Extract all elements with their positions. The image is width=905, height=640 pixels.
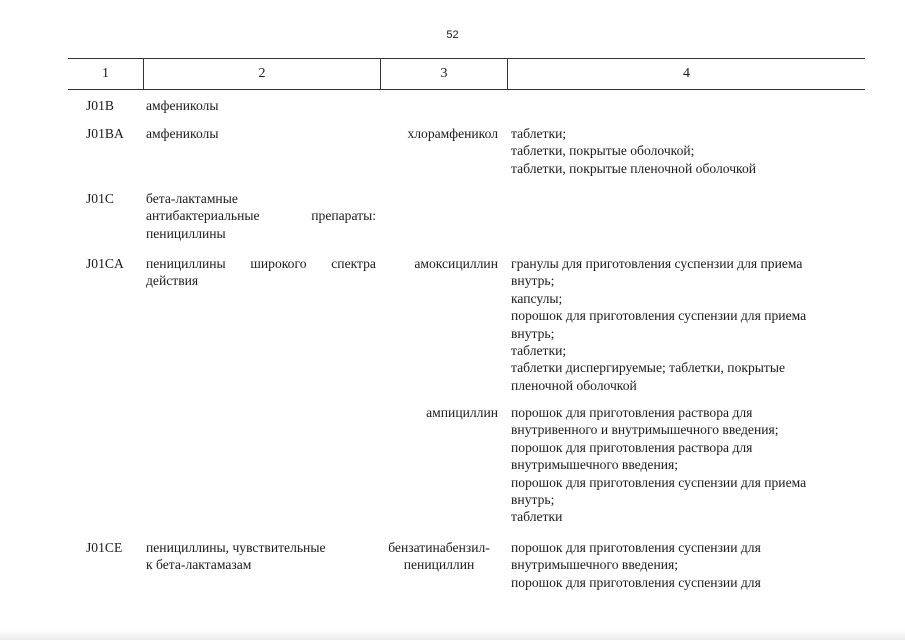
dosage-form-line: внутримышечного введения; [511, 557, 679, 573]
dosage-form-line: внутримышечного введения; [511, 457, 679, 473]
dosage-form-line: порошок для приготовления суспензии для [511, 574, 761, 590]
dosage-forms [511, 404, 861, 526]
description-word: спектра [331, 256, 376, 271]
description-word: препараты: [311, 208, 376, 224]
group-description [146, 190, 376, 242]
group-description [146, 97, 376, 114]
drug-name [380, 404, 498, 421]
scan-shadow [0, 630, 905, 640]
column-header-4: 4 [683, 66, 690, 81]
drug-name-line: пенициллин [403, 557, 475, 573]
description-line: амфениколы [146, 98, 219, 113]
group-description [146, 255, 376, 290]
description-line: бета-лактамные [146, 191, 238, 206]
dosage-form-line: внутрь; [511, 273, 555, 289]
atc-code: J01CE [86, 540, 123, 555]
dosage-form-line: порошок для приготовления раствора для [511, 439, 753, 455]
description-line: пенициллины [146, 225, 226, 241]
dosage-form-line: таблетки [511, 509, 563, 525]
column-header-1: 1 [102, 66, 109, 81]
drug-name [380, 125, 498, 142]
drug-name [380, 539, 498, 574]
description-line: действия [146, 273, 199, 289]
description-line: амфениколы [146, 126, 219, 141]
group-description [146, 125, 376, 142]
dosage-form-line: капсулы; [511, 290, 563, 306]
dosage-form-line: таблетки диспергируемые; таблетки, покрытые [511, 360, 786, 376]
dosage-form-line: внутрь; [511, 325, 555, 341]
dosage-form-line: порошок для приготовления суспензии для приема [511, 474, 807, 490]
group-description [146, 539, 376, 574]
table-header-row [68, 58, 865, 90]
description-line [146, 255, 376, 272]
atc-code: J01C [86, 191, 114, 206]
dosage-form-line: гранулы для приготовления суспензии для приема [511, 256, 803, 271]
column-header-3: 3 [440, 66, 448, 81]
column-header-2: 2 [258, 66, 266, 81]
dosage-forms [511, 539, 861, 591]
dosage-form-line: порошок для приготовления раствора для [511, 405, 753, 420]
atc-code: J01B [86, 98, 114, 113]
description-line [146, 207, 376, 224]
dosage-forms [511, 255, 861, 394]
description-word: широкого [250, 256, 307, 271]
dosage-form-line: таблетки, покрытые оболочкой; [511, 143, 695, 159]
description-word: пенициллины [146, 256, 226, 271]
atc-code: J01BA [86, 126, 124, 141]
description-line: к бета-лактамазам [146, 557, 252, 573]
dosage-form-line: порошок для приготовления суспензии для приема [511, 308, 807, 324]
drug-name-line: бензатинабензил- [388, 540, 490, 555]
drug-name-line: амоксициллин [414, 256, 498, 271]
dosage-forms [511, 125, 861, 177]
dosage-form-line: таблетки; [511, 126, 567, 141]
page-number: 52 [446, 29, 459, 41]
dosage-form-line: внутривенного и внутримышечного введения; [511, 422, 779, 438]
description-line: пенициллины, чувствительные [146, 540, 326, 555]
drug-name-line: ампициллин [426, 405, 498, 420]
dosage-form-line: таблетки; [511, 343, 567, 359]
drug-name [380, 255, 498, 272]
dosage-form-line: таблетки, покрытые пленочной оболочкой [511, 160, 757, 176]
drug-name-line: хлорамфеникол [407, 126, 498, 141]
dosage-form-line: внутрь; [511, 492, 555, 508]
atc-code: J01CA [86, 256, 124, 271]
dosage-form-line: порошок для приготовления суспензии для [511, 540, 761, 555]
dosage-form-line: пленочной оболочкой [511, 377, 637, 393]
description-word: антибактериальные [146, 208, 260, 224]
